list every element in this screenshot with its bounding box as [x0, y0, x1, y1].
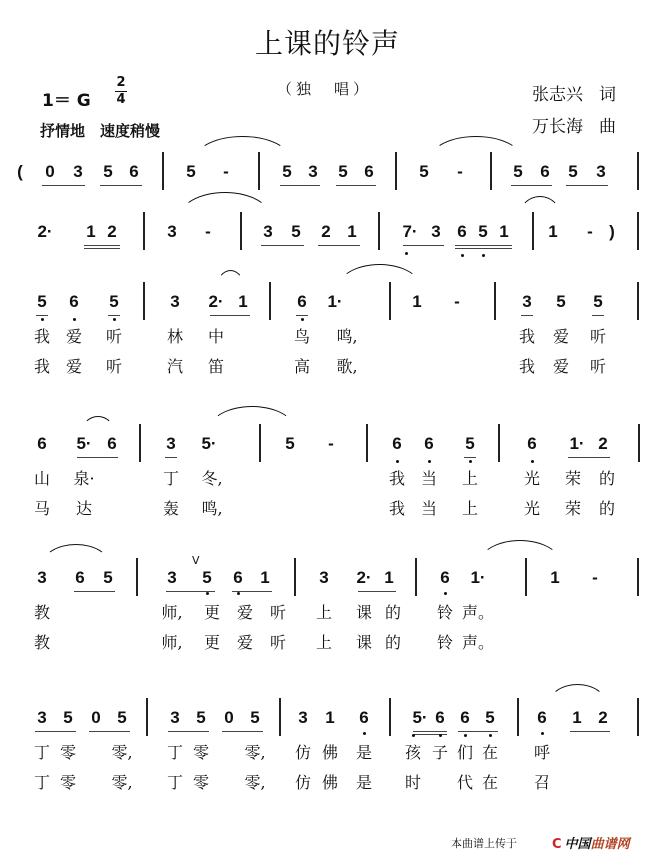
lyric-word: 师,	[161, 633, 183, 652]
bar-line	[389, 698, 391, 736]
note: 6	[435, 708, 445, 727]
lyric-word: 仿	[294, 743, 312, 762]
beam-underline	[336, 185, 376, 186]
note: 6	[69, 292, 79, 311]
note: 5·	[412, 708, 428, 727]
lyric-word: 的	[384, 633, 402, 652]
lyric-word: 丁	[162, 469, 180, 488]
note: 5	[465, 434, 475, 453]
lyric-word: 听	[589, 327, 607, 346]
meter-top: 2	[116, 75, 126, 90]
upload-notice: 本曲谱上传于	[451, 837, 517, 850]
lyric-word: 笛	[207, 357, 225, 376]
note: 5	[186, 162, 196, 181]
lyric-word: 零	[59, 743, 77, 762]
beam-underline	[566, 185, 608, 186]
time-signature	[115, 76, 127, 107]
beam-underline	[108, 315, 120, 316]
note: 1	[260, 568, 270, 587]
note: 5	[513, 162, 523, 181]
note: 5	[117, 708, 127, 727]
note: 1·	[470, 568, 486, 587]
lyric-word: 是	[355, 743, 373, 762]
note: 6	[297, 292, 307, 311]
note: 3	[170, 292, 180, 311]
lyric-word: 爱	[552, 327, 570, 346]
lyric-word: 佛	[321, 773, 339, 792]
octave-dot	[531, 460, 534, 463]
lyric-word: 教	[33, 603, 51, 622]
note: 5	[485, 708, 495, 727]
lyric-word: 铃	[436, 633, 454, 652]
lyric-word: 听	[269, 633, 287, 652]
bar-line	[279, 698, 281, 736]
beam-underline	[570, 731, 610, 732]
note: 6	[37, 434, 47, 453]
slur-arc	[430, 136, 522, 159]
note: 6	[392, 434, 402, 453]
octave-dot	[541, 732, 544, 735]
dash: -	[592, 568, 598, 587]
note: 2	[321, 222, 331, 241]
note: 5	[593, 292, 603, 311]
lyric-word: 我	[33, 327, 51, 346]
lyric-word: 上	[461, 499, 479, 518]
note: 6	[233, 568, 243, 587]
slur-arc	[216, 270, 245, 289]
composer-credit	[532, 112, 616, 137]
note: 6	[460, 708, 470, 727]
note: 1	[325, 708, 335, 727]
note: 3	[167, 568, 177, 587]
beam-underline	[100, 185, 142, 186]
note: 1	[548, 222, 558, 241]
beam-underline	[36, 315, 48, 316]
lyric-word: 我	[33, 357, 51, 376]
lyric-word: 荣	[564, 499, 582, 518]
note: 5	[109, 292, 119, 311]
lyric-word: 丁	[166, 773, 184, 792]
lyric-word: 是	[355, 773, 373, 792]
note: 6	[457, 222, 467, 241]
note: 5	[556, 292, 566, 311]
logo-text-a: 中国	[564, 837, 591, 852]
bar-line	[366, 424, 368, 462]
lyric-word: 当	[420, 469, 438, 488]
tempo-marking: 抒情地 速度稍慢	[40, 122, 161, 140]
lyric-word: 汽	[166, 357, 184, 376]
lyric-word: 在	[481, 773, 499, 792]
note: 3	[37, 568, 47, 587]
lyric-word: 丁	[166, 743, 184, 762]
dash: -	[328, 434, 334, 453]
lyric-word: 林	[166, 327, 184, 346]
beam-underline	[413, 731, 447, 732]
note: 1	[238, 292, 248, 311]
note: 3	[308, 162, 318, 181]
lyric-word: 丁	[33, 773, 51, 792]
bar-line	[517, 698, 519, 736]
note: 2	[598, 434, 608, 453]
bar-line	[638, 424, 640, 462]
beam-underline	[458, 731, 498, 732]
octave-dot	[489, 734, 492, 737]
lyric-word: 子	[431, 743, 449, 762]
note: 5	[478, 222, 488, 241]
lyric-word: 上	[315, 603, 333, 622]
lyric-word: 听	[589, 357, 607, 376]
beam-underline	[168, 731, 209, 732]
lyric-word: 代	[456, 773, 474, 792]
lyric-word: 上	[461, 469, 479, 488]
note: 6	[129, 162, 139, 181]
bar-line	[415, 558, 417, 596]
lyric-word: 零,	[244, 773, 266, 792]
beam-underline	[35, 731, 76, 732]
lyric-word: 高	[293, 357, 311, 376]
note: 1·	[327, 292, 343, 311]
note: 5	[285, 434, 295, 453]
note: 0	[224, 708, 234, 727]
lyric-word: 光	[523, 499, 541, 518]
lyricist-credit	[532, 80, 616, 105]
note: 5·	[76, 434, 92, 453]
octave-dot	[113, 318, 116, 321]
lyric-word: 听	[105, 327, 123, 346]
note: 5	[37, 292, 47, 311]
note: 5	[419, 162, 429, 181]
note: 1	[412, 292, 422, 311]
note: 2·	[208, 292, 224, 311]
dash: -	[587, 222, 593, 241]
note: 2	[107, 222, 117, 241]
octave-dot	[206, 592, 209, 595]
note: 5	[282, 162, 292, 181]
lyric-word: 召	[533, 773, 551, 792]
bar-line	[269, 282, 271, 320]
lyric-word: 零,	[111, 743, 133, 762]
slur-arc	[478, 540, 562, 565]
bar-line	[143, 212, 145, 250]
slur-arc	[208, 406, 296, 431]
beam-underline	[592, 315, 604, 316]
note: 1·	[569, 434, 585, 453]
dash: -	[457, 162, 463, 181]
bar-line	[637, 152, 639, 190]
lyric-word: 光	[523, 469, 541, 488]
lyric-word: 更	[203, 633, 221, 652]
lyric-word: 零	[192, 743, 210, 762]
note: 5	[103, 162, 113, 181]
dash: -	[223, 162, 229, 181]
note: 6	[527, 434, 537, 453]
bar-line	[143, 282, 145, 320]
lyric-word: 听	[269, 603, 287, 622]
logo-mark-icon: C	[552, 837, 562, 852]
octave-dot	[405, 252, 408, 255]
note: 5	[568, 162, 578, 181]
note: 5	[63, 708, 73, 727]
octave-dot	[41, 318, 44, 321]
note: 1	[550, 568, 560, 587]
performance-type: （独 唱）	[277, 80, 373, 98]
lyric-word: 鸟	[293, 327, 311, 346]
bar-line	[294, 558, 296, 596]
beam-underline	[74, 591, 115, 592]
note: 3	[167, 222, 177, 241]
slur-arc	[42, 544, 110, 565]
octave-dot	[301, 318, 304, 321]
note: 5	[250, 708, 260, 727]
lyric-word: 课	[355, 633, 373, 652]
lyric-word: 仿	[294, 773, 312, 792]
lyric-word: 教	[33, 633, 51, 652]
beam-underline	[455, 248, 512, 249]
lyric-word: 冬,	[201, 469, 223, 488]
bar-line	[637, 698, 639, 736]
lyric-word: 爱	[236, 633, 254, 652]
note: 5	[103, 568, 113, 587]
note: (	[17, 162, 23, 181]
note: 3	[298, 708, 308, 727]
lyricist-name: 张志兴	[532, 85, 583, 105]
note: 3	[319, 568, 329, 587]
octave-dot	[428, 460, 431, 463]
dash: -	[205, 222, 211, 241]
lyric-word: 们	[456, 743, 474, 762]
breath-mark: V	[192, 554, 200, 567]
lyric-word: 我	[518, 357, 536, 376]
octave-dot	[439, 734, 442, 737]
lyric-word: 我	[388, 469, 406, 488]
bar-line	[498, 424, 500, 462]
note: 6	[107, 434, 117, 453]
note: 3	[263, 222, 273, 241]
note: 0	[45, 162, 55, 181]
bar-line	[139, 424, 141, 462]
lyric-word: 我	[388, 499, 406, 518]
note: 2·	[37, 222, 53, 241]
lyric-word: 更	[203, 603, 221, 622]
lyric-word: 爱	[65, 357, 83, 376]
note: 5·	[201, 434, 217, 453]
note: 1	[384, 568, 394, 587]
key-signature: 1＝ G	[42, 91, 91, 111]
note: 6	[440, 568, 450, 587]
lyric-word: 山	[33, 469, 51, 488]
lyric-word: 鸣,	[201, 499, 223, 518]
note: 3	[37, 708, 47, 727]
bar-line	[378, 212, 380, 250]
lyric-word: 的	[598, 469, 616, 488]
octave-dot	[464, 734, 467, 737]
beam-underline	[165, 457, 177, 458]
slur-arc	[178, 192, 272, 219]
meter-bottom: 4	[116, 92, 126, 107]
lyric-word: 爱	[65, 327, 83, 346]
slur-arc	[337, 264, 422, 289]
lyric-word: 课	[355, 603, 373, 622]
note: 3	[431, 222, 441, 241]
octave-dot	[396, 460, 399, 463]
site-logo[interactable]	[552, 833, 630, 852]
lyric-word: 当	[420, 499, 438, 518]
note: 1	[572, 708, 582, 727]
beam-underline	[280, 185, 320, 186]
beam-underline	[84, 248, 120, 249]
lyric-word: 爱	[236, 603, 254, 622]
note: 3	[522, 292, 532, 311]
lyric-word: 铃	[436, 603, 454, 622]
lyric-word: 马	[33, 499, 51, 518]
bar-line	[494, 282, 496, 320]
note: 6	[424, 434, 434, 453]
slur-arc	[82, 416, 114, 431]
note: 5	[196, 708, 206, 727]
lyric-word: 的	[384, 603, 402, 622]
lyric-word: 中	[207, 327, 225, 346]
lyric-word: 听	[105, 357, 123, 376]
beam-underline	[511, 185, 552, 186]
octave-dot	[461, 254, 464, 257]
note: 2	[598, 708, 608, 727]
logo-text-b: 曲谱网	[590, 837, 630, 852]
bar-line	[162, 152, 164, 190]
lyric-word: 时	[404, 773, 422, 792]
song-title: 上课的铃声	[254, 27, 400, 60]
note: 1	[86, 222, 96, 241]
lyric-word: 师,	[161, 603, 183, 622]
lyric-word: 声。	[461, 603, 495, 622]
beam-underline	[89, 731, 130, 732]
note: 7·	[402, 222, 418, 241]
slur-arc	[548, 684, 607, 705]
composer-role: 曲	[599, 117, 616, 137]
note: 3	[166, 434, 176, 453]
lyric-word: 我	[518, 327, 536, 346]
beam-underline	[296, 315, 308, 316]
lyric-word: 零	[192, 773, 210, 792]
lyricist-role: 词	[599, 85, 616, 105]
lyric-word: 歌,	[336, 357, 358, 376]
note: 6	[540, 162, 550, 181]
note: 5	[291, 222, 301, 241]
octave-dot	[482, 254, 485, 257]
bar-line	[136, 558, 138, 596]
lyric-word: 轰	[162, 499, 180, 518]
lyric-word: 呼	[533, 743, 551, 762]
note: 6	[75, 568, 85, 587]
note: 3	[170, 708, 180, 727]
beam-underline	[84, 245, 120, 246]
beam-underline	[210, 315, 250, 316]
beam-underline	[358, 591, 396, 592]
octave-dot	[469, 460, 472, 463]
octave-dot	[73, 318, 76, 321]
lyric-word: 达	[75, 499, 93, 518]
note: 1	[499, 222, 509, 241]
bar-line	[637, 212, 639, 250]
lyric-word: 丁	[33, 743, 51, 762]
lyric-word: 在	[481, 743, 499, 762]
note: 1	[347, 222, 357, 241]
octave-dot	[444, 592, 447, 595]
beam-underline	[403, 245, 444, 246]
beam-underline	[568, 457, 610, 458]
beam-underline	[521, 315, 533, 316]
slur-arc	[195, 136, 290, 159]
lyric-word: 上	[315, 633, 333, 652]
lyric-word: 泉·	[73, 469, 95, 488]
composer-name: 万长海	[532, 117, 583, 137]
note: 5	[202, 568, 212, 587]
lyric-word: 的	[598, 499, 616, 518]
bar-line	[637, 558, 639, 596]
lyric-word: 声。	[461, 633, 495, 652]
beam-underline	[464, 457, 476, 458]
lyric-word: 零	[59, 773, 77, 792]
beam-underline	[261, 245, 304, 246]
lyric-word: 爱	[552, 357, 570, 376]
note: 0	[91, 708, 101, 727]
lyric-word: 孩	[404, 743, 422, 762]
note: 2·	[356, 568, 372, 587]
lyric-word: 佛	[321, 743, 339, 762]
slur-arc	[518, 196, 562, 219]
bar-line	[146, 698, 148, 736]
beam-underline	[318, 245, 360, 246]
note: 5	[338, 162, 348, 181]
note: 6	[359, 708, 369, 727]
note: 6	[537, 708, 547, 727]
octave-dot	[363, 732, 366, 735]
note: 6	[364, 162, 374, 181]
note: )	[609, 222, 615, 241]
lyric-word: 鸣,	[336, 327, 358, 346]
octave-dot	[237, 592, 240, 595]
beam-underline	[105, 457, 118, 458]
dash: -	[454, 292, 460, 311]
octave-dot	[412, 734, 415, 737]
beam-underline	[42, 185, 85, 186]
bar-line	[395, 152, 397, 190]
bar-line	[637, 282, 639, 320]
lyric-word: 荣	[564, 469, 582, 488]
note: 3	[73, 162, 83, 181]
note: 3	[596, 162, 606, 181]
beam-underline	[455, 245, 512, 246]
lyric-word: 零,	[244, 743, 266, 762]
beam-underline	[222, 731, 263, 732]
lyric-word: 零,	[111, 773, 133, 792]
